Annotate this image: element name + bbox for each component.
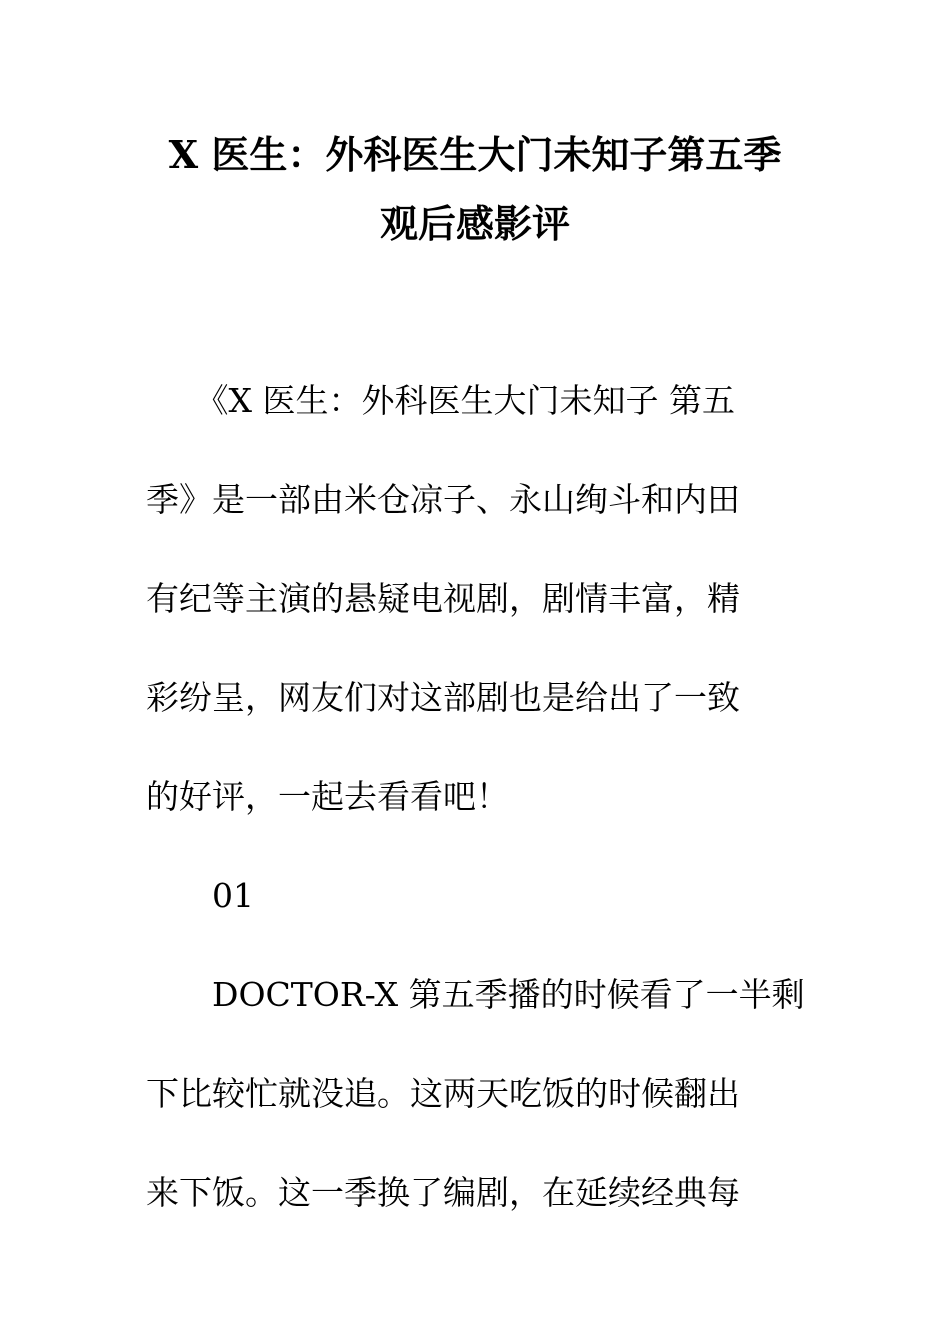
section-number: 01 (146, 876, 254, 915)
paragraph-line: 有纪等主演的悬疑电视剧，剧情丰富，精 (146, 579, 740, 618)
paragraph-line: 彩纷呈，网友们对这部剧也是给出了一致 (146, 678, 740, 717)
paragraph-line: 下比较忙就没追。这两天吃饭的时候翻出 (146, 1074, 740, 1113)
paragraph-line: 季》是一部由米仓凉子、永山绚斗和内田 (146, 480, 740, 519)
paragraph-line: DOCTOR-X 第五季播的时候看了一半剩 (146, 975, 805, 1014)
paragraph-line: 的好评，一起去看看吧！ (146, 777, 509, 816)
document-title-line-2: 观后感影评 (379, 201, 570, 246)
paragraph-line: 来下饭。这一季换了编剧，在延续经典每 (146, 1173, 740, 1212)
document-title-line-1: X 医生：外科医生大门未知子第五季 (168, 132, 782, 177)
paragraph-line: 《X 医生：外科医生大门未知子 第五 (146, 381, 735, 420)
